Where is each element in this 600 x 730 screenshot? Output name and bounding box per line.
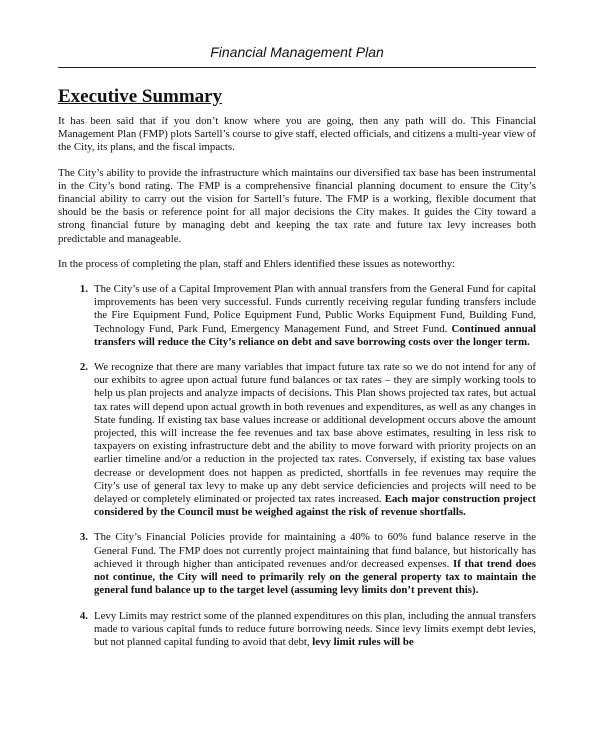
- list-item: [58, 610, 536, 650]
- item-text: [94, 610, 536, 650]
- list-item: [58, 531, 536, 597]
- item-number: 1.: [79, 283, 88, 296]
- item-emphasis: levy limit rules will be: [312, 635, 414, 648]
- paragraph: In the process of completing the plan, staff and Ehlers identified these issues as noteworthy:: [58, 257, 456, 270]
- item-text: [94, 531, 536, 597]
- paragraph: It has been said that if you don’t know where you are going, then any path will do. This Financial Management Plan (FMP) plots Sartell’s course to give staff, elected officials, and citizens a multi-year view of the City, its plans, and the fiscal impacts.: [58, 115, 536, 154]
- item-body: The City’s use of a Capital Improvement Plan with annual transfers from the General Fund for capital improvements has been very successful. Funds currently receiving regular funding transfers include the Fire Equipment Fund, Police Equipment Fund, Public Works Equipment Fund, Building Fund, Technology Fund, Park Fund, Emergency Management Fund, and Street Fund.: [94, 283, 536, 335]
- item-text: [94, 283, 536, 349]
- list-item: [58, 283, 536, 349]
- item-body: We recognize that there are many variables that impact future tax rate so we do not intend for any of our exhibits to agree upon actual future fund balances or tax rates – they are simply working tools to help us plan projects and analyze impacts of decisions. This Plan shows projected tax rates, but actual tax rates will depend upon actual growth in both revenues and expenditures, as well as any changes in State funding. If existing tax base values increase or additional development occurs above the amount projected, this will increase the fee revenues and tax base above estimates, resulting in less risk to taxpayers on existing infrastructure debt and the ability to move forward with priority projects on an earlier timeline and/or a reduction in the projected tax rates. Conversely, if existing tax base values decrease or development does not happen as predicted, shortfalls in fee revenues may require the City’s use of general tax levy to make up any debt service deficiencies and projects will need to be delayed or completely eliminated or projected tax rates increased.: [94, 361, 536, 506]
- item-emphasis: Continued annual transfers will reduce the City’s reliance on debt and save borrowing costs over the longer term.: [94, 322, 536, 348]
- item-text: [94, 361, 536, 519]
- issues-list: [58, 283, 536, 649]
- list-item: [58, 361, 536, 519]
- document-body: [58, 115, 536, 661]
- item-body: Levy Limits may restrict some of the planned expenditures on this plan, including the annual transfers made to various capital funds to reduce future borrowing needs. Since levy limits exempt debt levies, but not planned capital funding to avoid that debt,: [94, 609, 536, 648]
- item-number: 4.: [79, 609, 88, 622]
- page-header-title: Financial Management Plan: [210, 44, 384, 60]
- item-number: 2.: [79, 361, 88, 374]
- paragraph: The City’s ability to provide the infrastructure which maintains our diversified tax base has been instrumental in the City’s bond rating. The FMP is a comprehensive financial planning document to ensure the City’s financial ability to carry out the vision for Sartell’s future. The FMP is a working, flexible document that should be the basis or reference point for all major decisions the City makes. It guides the City toward a strong financial future by managing debt and keeping the tax rate and future tax levy increases both predictable and manageable.: [58, 166, 536, 245]
- item-emphasis: Each major construction project considered by the Council must be weighed against the risk of revenue shortfalls.: [94, 493, 536, 519]
- item-emphasis: If that trend does not continue, the City will need to primarily rely on the general property tax to maintain the general fund balance up to the target level (assuming levy limits don’t prevent this).: [94, 557, 536, 597]
- item-body: The City’s Financial Policies provide for maintaining a 40% to 60% fund balance reserve in the General Fund. The FMP does not currently project maintaining that fund balance, but historically has achieved it through higher than anticipated revenues and/or decreased expenses.: [94, 531, 536, 570]
- item-number: 3.: [79, 531, 88, 544]
- header-divider: [58, 67, 536, 68]
- section-title: Executive Summary: [58, 86, 223, 107]
